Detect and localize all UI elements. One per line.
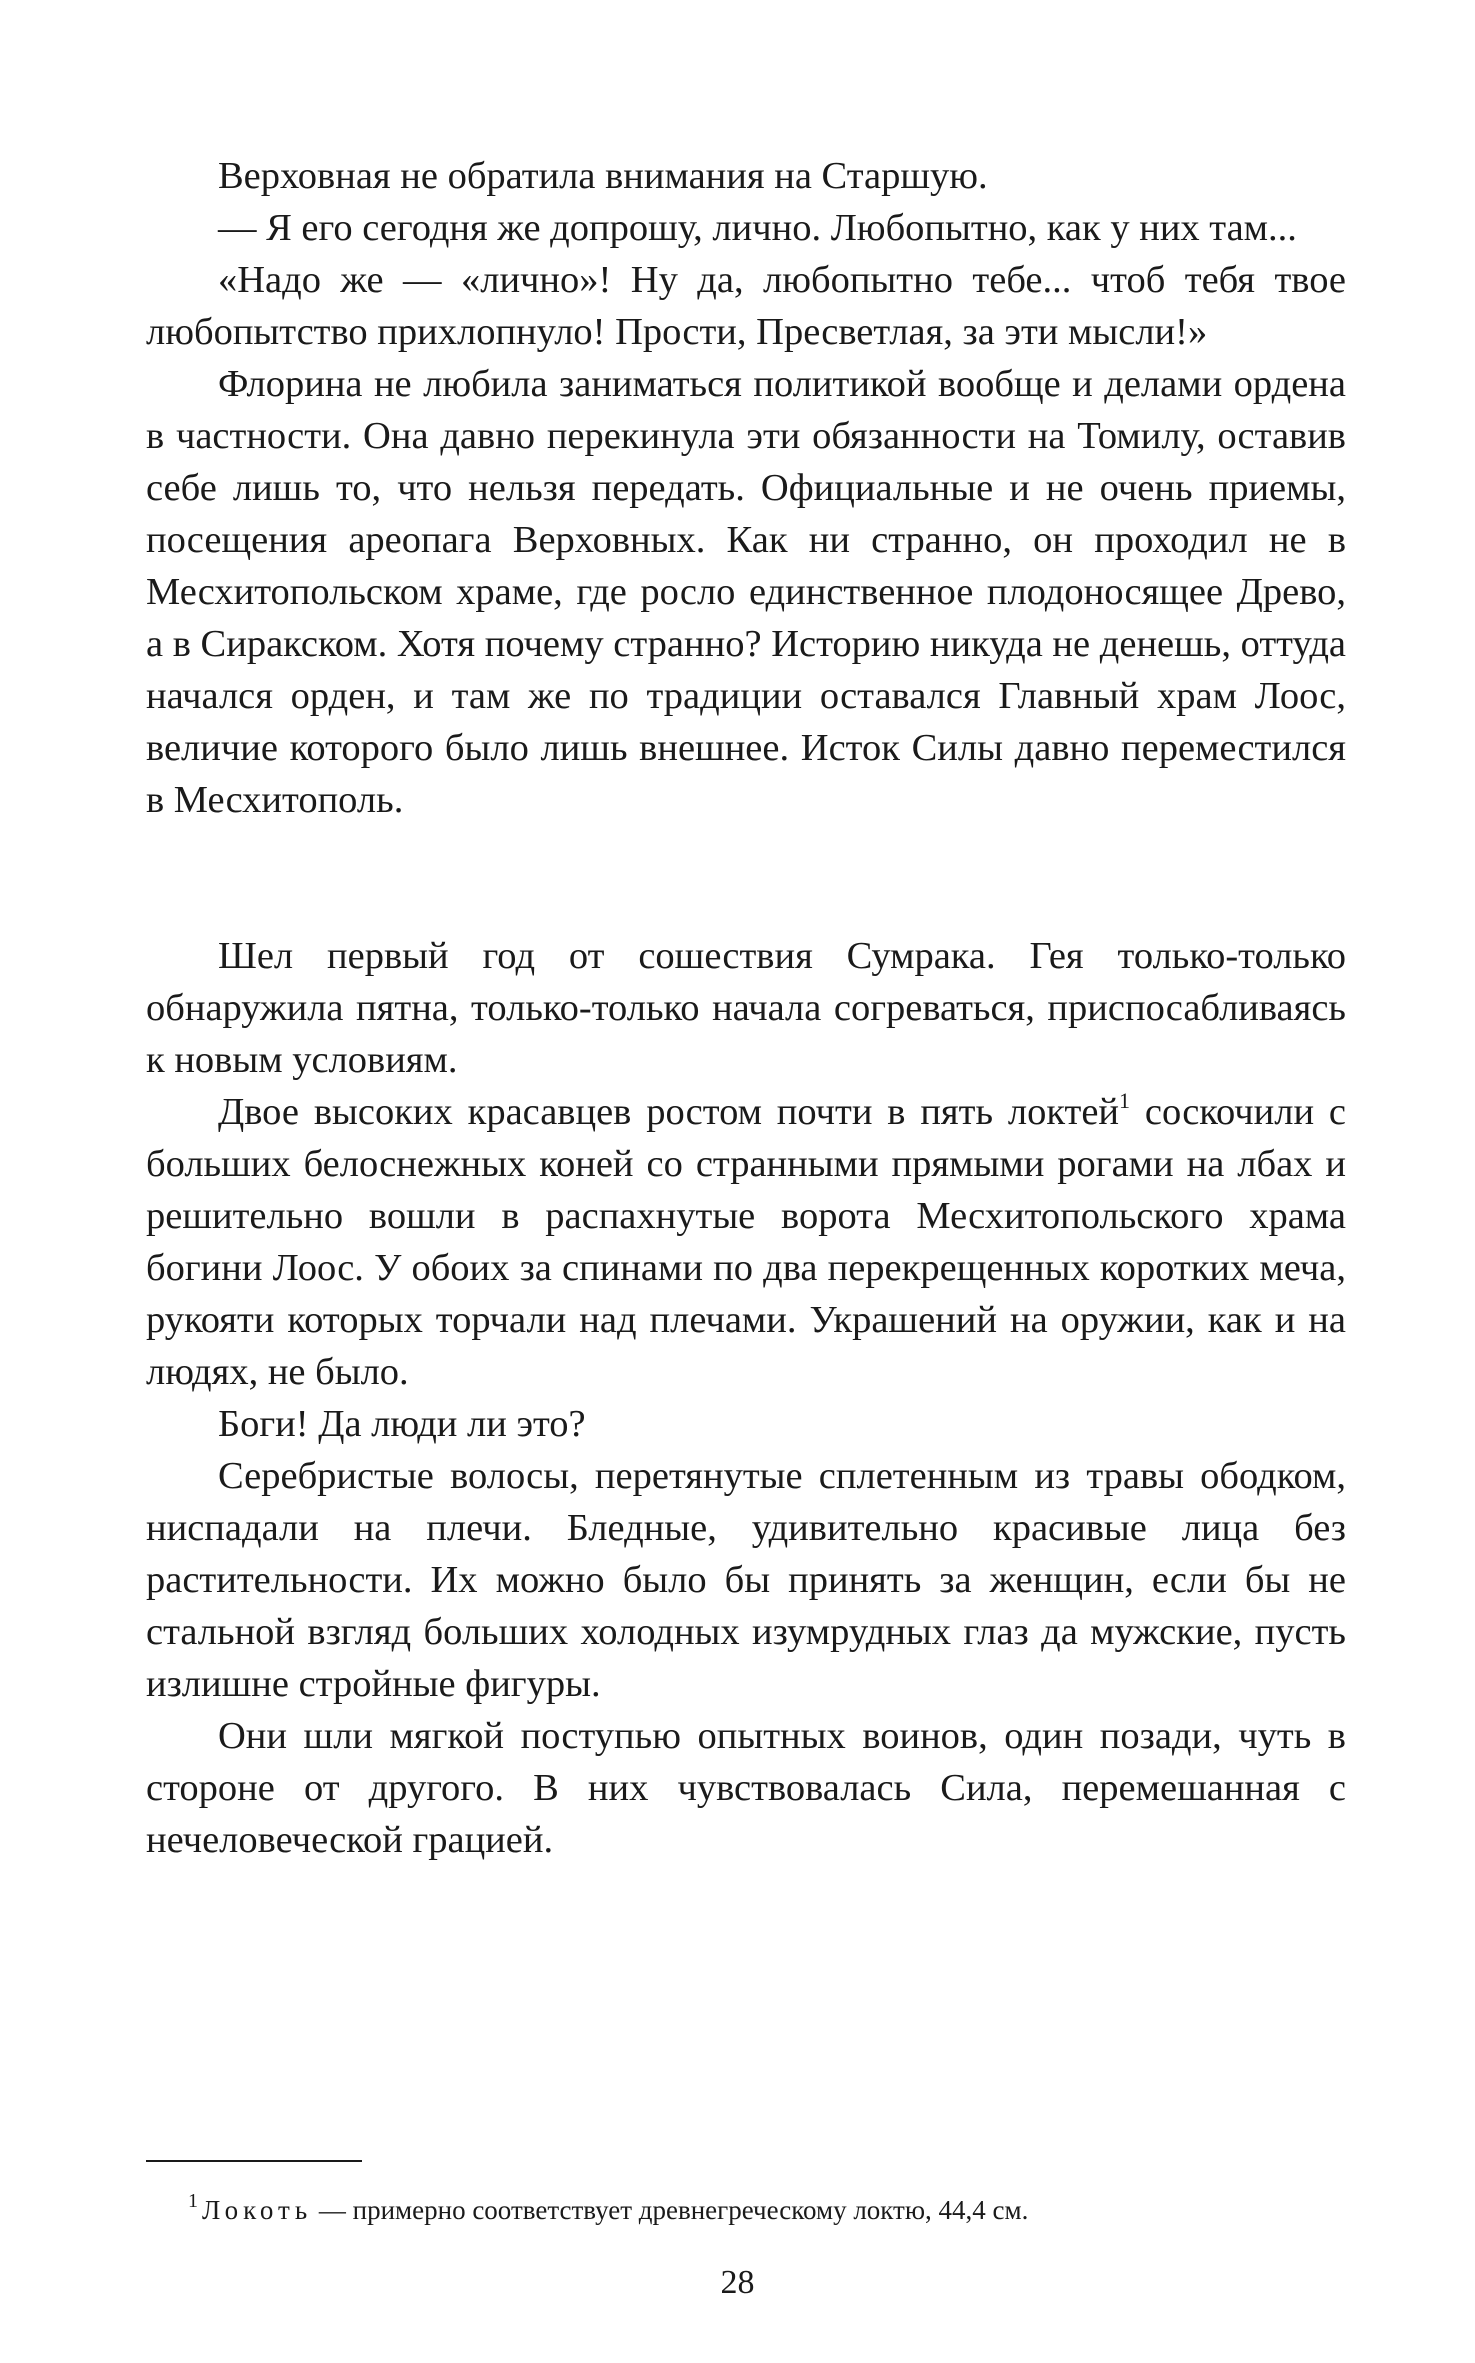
- paragraph: Верховная не обратила внимания на Старшую.: [218, 155, 988, 197]
- paragraph: Флорина не любила заниматься политикой вообще и делами ордена в частности. Она давно перекинула эти обязанности на Томилу, оставив себе лишь то, что нельзя передать. Официальные и не очень приемы, посещения ареопага Верховных. Как ни странно, он проходил не в Месхитопольском храме, где росло единственное плодоносящее Древо, а в Сиракском. Хотя почему странно? Историю никуда не денешь, оттуда начался орден, и там же по традиции оставался Главный храм Лоос, величие которого было лишь внешнее. Исток Силы давно переместился в Месхитополь.: [146, 363, 1346, 821]
- paragraph: Шел первый год от сошествия Сумрака. Гея только-только обнаружила пятна, только-только начала согреваться, приспосабливаясь к новым условиям.: [146, 935, 1346, 1081]
- footnote-marker: 1: [188, 2190, 198, 2212]
- footnote-reference: 1: [1119, 1088, 1131, 1113]
- paragraph: Боги! Да люди ли это?: [218, 1403, 586, 1445]
- paragraph: «Надо же — «лично»! Ну да, любопытно тебе... чтоб тебя твое любопытство прихлопнуло! Прости, Пресветлая, за эти мысли!»: [146, 259, 1346, 353]
- paragraph-text: соскочили с больших белоснежных коней со странными прямыми рогами на лбах и решительно вошли в распахнутые ворота Месхитопольского храма богини Лоос. У обоих за спинами по два перекрещенных коротких меча, рукояти которых торчали над плечами. Украшений на оружии, как и на людях, не было.: [146, 1091, 1347, 1393]
- paragraph-text: Двое высоких красавцев ростом почти в пять локтей: [218, 1091, 1120, 1133]
- page-body: [146, 150, 1346, 1866]
- footnote: [188, 2192, 1338, 2228]
- footnote-term: Локоть: [202, 2195, 313, 2225]
- section-2: [146, 930, 1346, 1866]
- footnote-text: — примерно соответствует древнегреческому локтю, 44,4 см.: [312, 2195, 1029, 2225]
- paragraph: Они шли мягкой поступью опытных воинов, один позади, чуть в стороне от другого. В них чувствовалась Сила, перемешанная с нечеловеческой грацией.: [146, 1715, 1346, 1861]
- paragraph-with-footnote: [146, 1086, 1346, 1398]
- page-number: 28: [720, 2264, 755, 2301]
- paragraph: Серебристые волосы, перетянутые сплетенным из травы ободком, ниспадали на плечи. Бледные, удивительно красивые лица без растительности. Их можно было бы принять за женщин, если бы не стальной взгляд больших холодных изумрудных глаз да мужские, пусть излишне стройные фигуры.: [146, 1455, 1346, 1705]
- paragraph: — Я его сегодня же допрошу, лично. Любопытно, как у них там...: [218, 207, 1297, 249]
- footnote-divider: [146, 2160, 362, 2162]
- section-1: [146, 150, 1346, 826]
